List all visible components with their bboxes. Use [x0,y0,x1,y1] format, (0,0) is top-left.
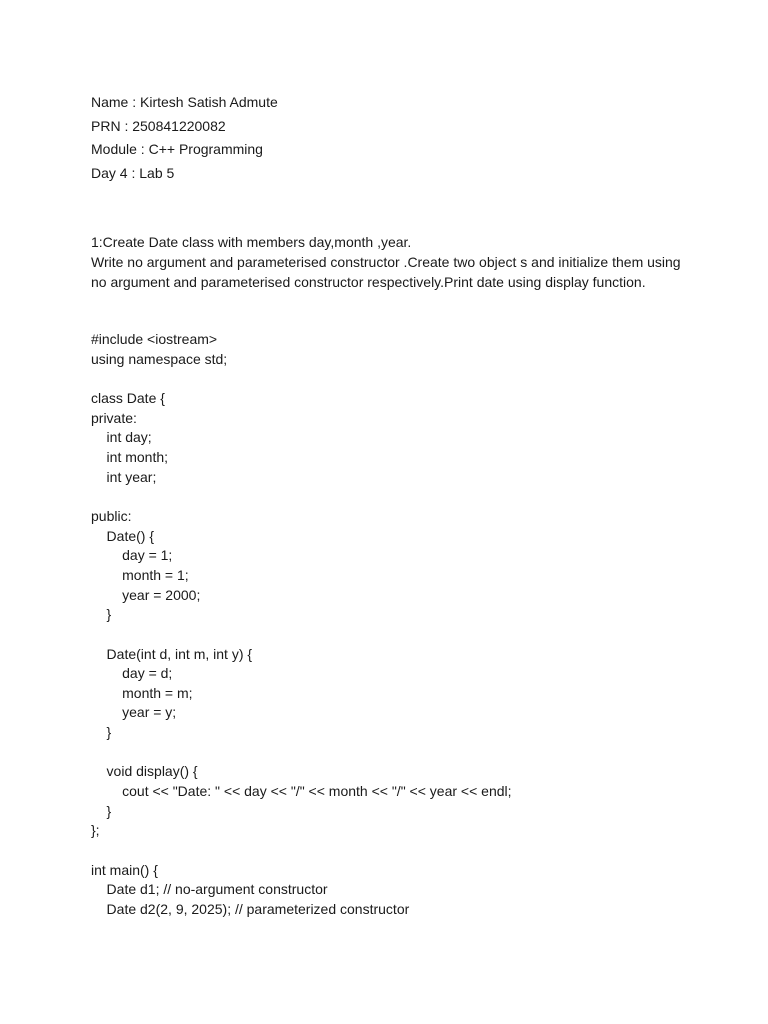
code-line [91,625,512,645]
code-line [91,743,512,763]
code-line: year = 2000; [91,586,201,603]
question-block [91,232,691,292]
code-block [91,330,512,920]
code-line: day = 1; [91,547,173,564]
code-line: } [91,724,112,741]
code-line: year = y; [91,704,177,721]
code-line: void display() { [91,763,198,780]
code-line: int month; [91,448,169,465]
code-line: int day; [91,429,152,446]
code-line: month = m; [91,684,193,701]
code-line: Date d1; // no-argument constructor [91,881,328,898]
code-line: int main() { [91,861,158,878]
module-name: Module : C++ Programming [91,141,263,157]
code-line: Date(int d, int m, int y) { [91,645,253,662]
code-line: private: [91,409,137,426]
question-text-line: Write no argument and parameterised constructor .Create two object s and initialize them using [91,254,681,270]
code-line: day = d; [91,665,173,682]
code-line: using namespace std; [91,350,228,367]
code-line [91,369,512,389]
code-line: #include <iostream> [91,331,218,347]
student-info-block [91,91,278,185]
code-line: Date d2(2, 9, 2025); // parameterized constructor [91,901,410,918]
code-line [91,487,512,507]
code-line [91,841,512,861]
code-line: } [91,802,112,819]
code-line: } [91,606,112,623]
code-line: int year; [91,468,157,485]
code-line: class Date { [91,389,165,406]
question-title: 1:Create Date class with members day,month ,year. [91,234,412,250]
day-lab: Day 4 : Lab 5 [91,164,175,181]
question-text-line: no argument and parameterised constructor respectively.Print date using display function. [91,274,646,290]
student-name: Name : Kirtesh Satish Admute [91,94,278,110]
code-line: month = 1; [91,566,189,583]
student-prn: PRN : 250841220082 [91,117,226,134]
code-line: }; [91,822,100,839]
code-line: public: [91,507,132,524]
code-line: Date() { [91,527,155,544]
code-line: cout << "Date: " << day << "/" << month << "/" << year << endl; [91,783,512,800]
